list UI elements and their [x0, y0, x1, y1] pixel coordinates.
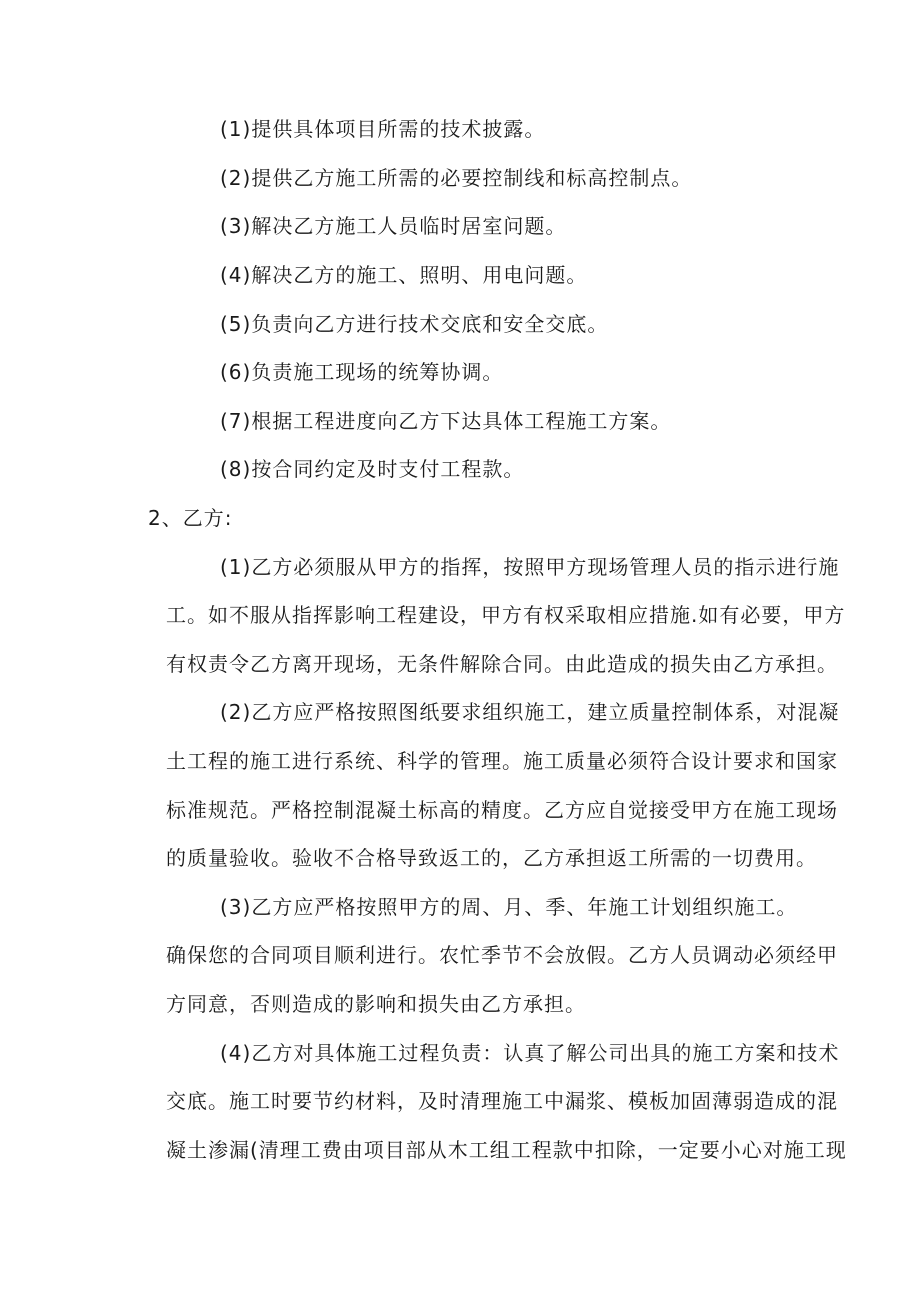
party-b-duty-3-line-3: 方同意，否则造成的影响和损失由乙方承担。 [166, 992, 586, 1016]
party-b-duty-1-line-2: 工。如不服从指挥影响工程建设，甲方有权采取相应措施.如有必要，甲方 [166, 603, 846, 627]
party-a-duty-5: (5)负责向乙方进行技术交底和安全交底。 [220, 312, 609, 336]
party-a-duty-2: (2)提供乙方施工所需的必要控制线和标高控制点。 [220, 166, 693, 190]
party-b-duty-4-line-3: 凝土渗漏(清理工费由项目部从木工组工程款中扣除，一定要小心对施工现 [166, 1138, 847, 1162]
party-a-duty-1: (1)提供具体项目所需的技术披露。 [220, 117, 546, 141]
party-a-duty-4: (4)解决乙方的施工、照明、用电问题。 [220, 263, 588, 287]
party-a-duty-3: (3)解决乙方施工人员临时居室问题。 [220, 214, 567, 238]
party-b-duty-3-first-line: (3)乙方应严格按照甲方的周、月、季、年施工计划组织施工。 [220, 895, 798, 919]
party-b-heading: 2、乙方: [148, 506, 233, 530]
party-a-duty-6: (6)负责施工现场的统筹协调。 [220, 360, 504, 384]
party-b-duty-2-first-line: (2)乙方应严格按照图纸要求组织施工，建立质量控制体系，对混凝 [220, 700, 840, 724]
party-b-duty-2-line-4: 的质量验收。验收不合格导致返工的，乙方承担返工所需的一切费用。 [166, 846, 817, 870]
party-b-duty-2-line-3: 标准规范。严格控制混凝土标高的精度。乙方应自觉接受甲方在施工现场 [166, 798, 838, 822]
party-b-duty-1-line-3: 有权责令乙方离开现场，无条件解除合同。由此造成的损失由乙方承担。 [166, 652, 838, 676]
party-a-duty-7: (7)根据工程进度向乙方下达具体工程施工方案。 [220, 409, 672, 433]
party-b-duty-4-first-line: (4)乙方对具体施工过程负责：认真了解公司出具的施工方案和技术 [220, 1041, 840, 1065]
party-b-duty-4-line-2: 交底。施工时要节约材料，及时清理施工中漏浆、模板加固薄弱造成的混 [166, 1089, 838, 1113]
party-b-duty-1-first-line: (1)乙方必须服从甲方的指挥，按照甲方现场管理人员的指示进行施 [220, 555, 840, 579]
party-b-duty-2-line-2: 土工程的施工进行系统、科学的管理。施工质量必须符合设计要求和国家 [166, 749, 838, 773]
party-b-duty-3-line-2: 确保您的合同项目顺利进行。农忙季节不会放假。乙方人员调动必须经甲 [166, 943, 838, 967]
party-a-duty-8: (8)按合同约定及时支付工程款。 [220, 457, 525, 481]
